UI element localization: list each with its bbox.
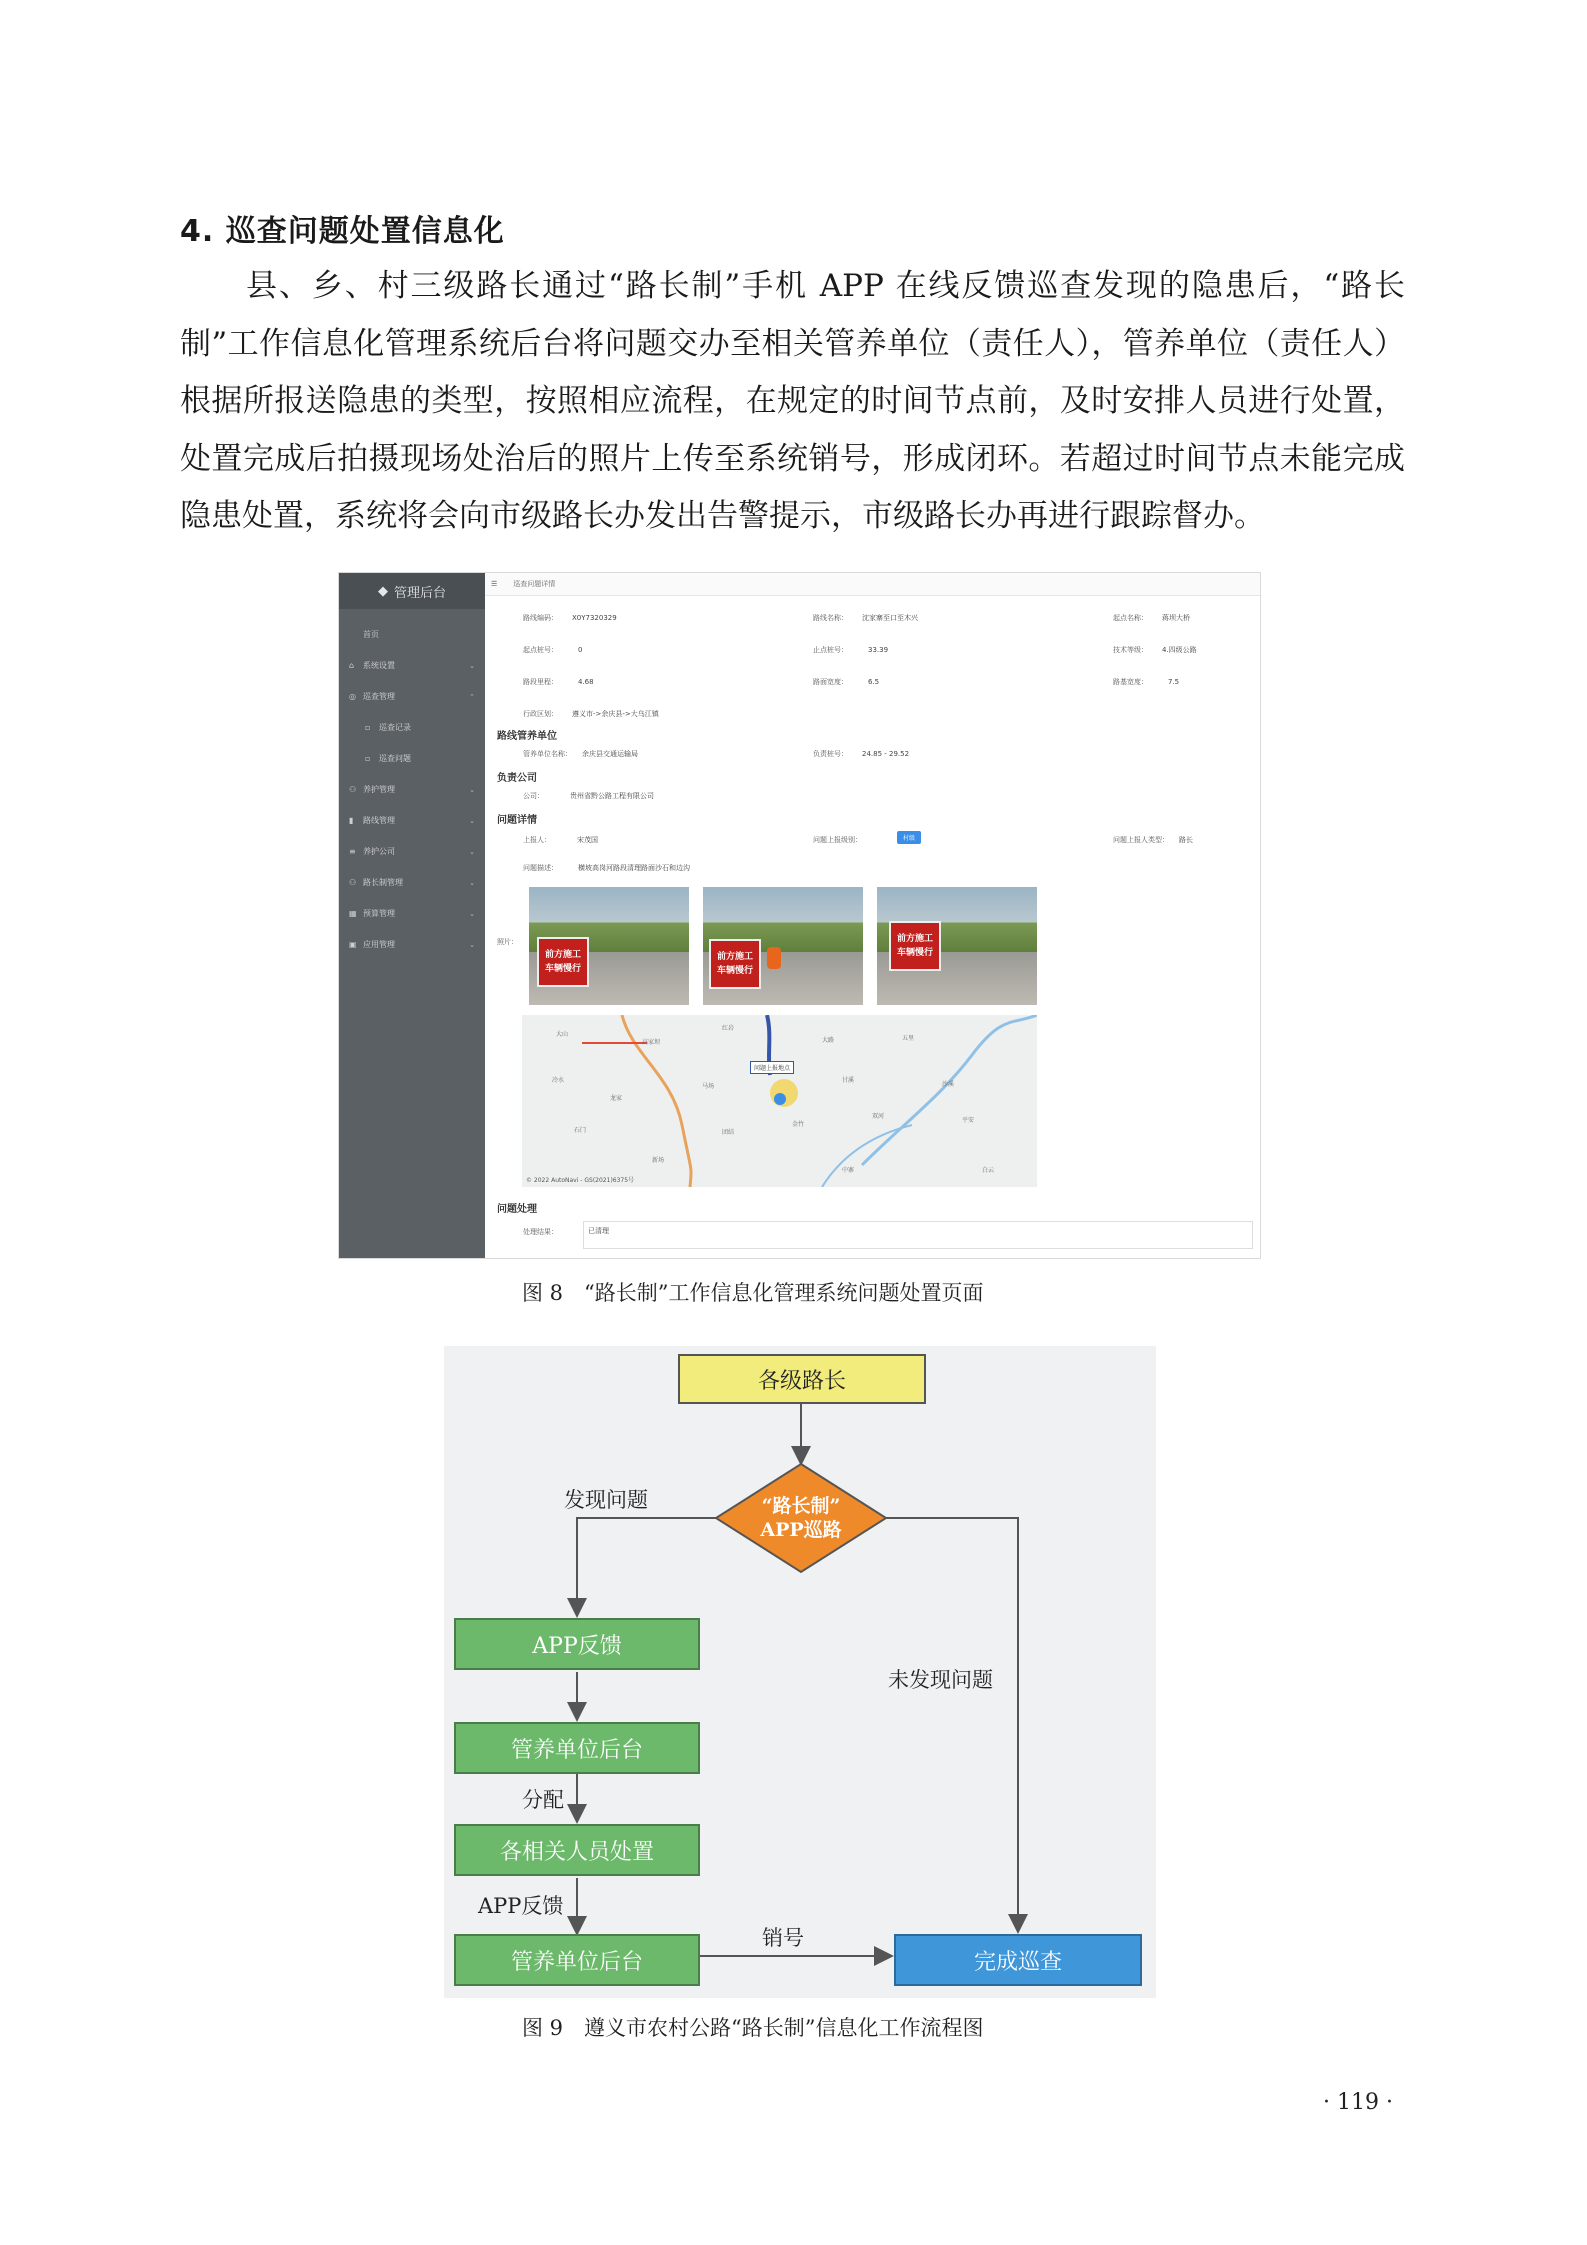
user-icon: ⚇	[349, 785, 357, 794]
sidebar-item-system[interactable]: ⌂ 系统设置 ⌄	[349, 661, 475, 670]
step-maint-backend-final: 管养单位后台	[454, 1934, 700, 1986]
level-badge: 村级	[897, 831, 921, 844]
step-maint-backend: 管养单位后台	[454, 1722, 700, 1774]
end-box: 完成巡查	[894, 1934, 1142, 1986]
topbar	[485, 573, 1260, 596]
worker-figure	[767, 947, 781, 969]
user-icon: ⚇	[349, 878, 357, 887]
sidebar-item-companies[interactable]: ≡ 养护公司 ⌄	[349, 847, 475, 856]
sidebar-item-inspection[interactable]: ◎ 巡查管理 ⌃	[349, 692, 475, 701]
list-icon: ≡	[349, 847, 356, 856]
sidebar-item-road-chief[interactable]: ⚇ 路长制管理 ⌄	[349, 878, 475, 887]
sidebar-item-maintenance[interactable]: ⚇ 养护管理 ⌄	[349, 785, 475, 794]
location-map[interactable]: 问题上报地点 大山 高家坝 红岩 大路 五里 冷水 龙家 马场 甘溪 沙溪 石门 团结 金竹 双河 平安 新场 中寨 白云 © 2022 AutoNavi - GS(2021)6375号	[522, 1015, 1037, 1187]
page-number: · 119 ·	[1323, 2090, 1393, 2115]
figure-9-flowchart	[444, 1346, 1156, 1998]
chart-icon: ▮	[349, 816, 354, 825]
map-credit: © 2022 AutoNavi - GS(2021)6375号	[526, 1177, 635, 1184]
target-icon: ◎	[349, 692, 356, 701]
tab-problem-detail[interactable]: 巡查问题详情	[513, 580, 556, 588]
result-textarea[interactable]: 已清理	[583, 1221, 1253, 1249]
label-close: 销号	[762, 1926, 804, 1950]
body-paragraph: 县、乡、村三级路长通过“路长制”手机 APP 在线反馈巡查发现的隐患后，“路长制”工作信息化管理系统后台将问题交办至相关管养单位（责任人），管养单位（责任人）根据所报送隐患的类型，按照相应流程，在规定的时间节点前，及时安排人员进行处置，处置完成后拍摄现场处治后的照片上传至系统销号，形成闭环。若超过时间节点未能完成隐患处置，系统将会向市级路长办发出告警提示，市级路长办再进行跟踪督办。	[180, 268, 1405, 534]
chevron-down-icon: ⌄	[469, 661, 475, 670]
main-panel: ☰ 巡查问题详情 路线编码： X0Y7320329 路线名称： 沈家寨至口至木兴 起点名称： 蒋坝大桥 起点桩号： 0 止点桩号： 33.39 技术等级： 4.四级公路 路段里程： 4.68 路面宽度： 6.5 路基宽度： 7.5 行政区划： 遵义市->余庆县->大乌江镇 路线管养单位 管养单位名称： 余庆县交通运输局 负责桩号： 24.85 - 29.52 负责公司 公司： 贵州省黔公路工程有限公司 问题详情 上报人： 宋茂国 问题上报级别： 村级 问题上报人类型： 路长 问题描述： 横坡高岗河路段清理路面沙石和边沟 照片： 前方施工 车辆慢行 前方施工 车辆慢行 前方施工 车辆慢行 问题上报地点 大山 高家坝 红岩 大路 五里 冷水 龙家 马场 甘溪 沙溪 石门 团结 金竹 双河 平安 新场 中寨 白云 © 2022 AutoNavi - GS(2021)6375号 问题处理 处理结果： 已清理	[485, 573, 1260, 1258]
sidebar-title-label: 管理后台	[393, 585, 446, 601]
sidebar-title	[339, 573, 485, 609]
doc-icon: ▫	[365, 723, 371, 732]
construction-sign: 前方施工 车辆慢行	[537, 937, 589, 987]
sidebar-item-budget[interactable]: ▦ 预算管理 ⌄	[349, 909, 475, 918]
chevron-up-icon: ⌃	[469, 692, 475, 701]
calendar-icon: ▦	[349, 909, 357, 918]
diamond-icon: ◆	[377, 583, 388, 599]
sidebar-item-inspection-records[interactable]: ▫ 巡查记录	[365, 723, 411, 732]
problem-photo-1[interactable]	[529, 887, 689, 1005]
step-app-feedback: APP反馈	[454, 1618, 700, 1670]
section-maint-unit: 路线管养单位	[497, 731, 557, 742]
section-heading: 4. 巡查问题处置信息化	[180, 214, 505, 249]
label-assign: 分配	[522, 1788, 564, 1812]
figure-9-caption: 图 9 遵义市农村公路“路长制”信息化工作流程图	[522, 2016, 984, 2040]
construction-sign: 前方施工 车辆慢行	[889, 921, 941, 971]
menu-icon[interactable]: ☰	[491, 580, 498, 588]
sidebar	[339, 573, 485, 1258]
grid-icon: ▣	[349, 940, 357, 949]
sidebar-item-apps[interactable]: ▣ 应用管理 ⌄	[349, 940, 475, 949]
start-box: 各级路长	[678, 1354, 926, 1404]
section-company: 负责公司	[497, 773, 537, 784]
map-marker-label: 问题上报地点	[750, 1061, 794, 1074]
figure-8-caption: 图 8 “路长制”工作信息化管理系统问题处置页面	[522, 1281, 984, 1305]
sidebar-item-routes[interactable]: ▮ 路线管理 ⌄	[349, 816, 475, 825]
home-icon: ⌂	[349, 661, 355, 670]
section-problem: 问题详情	[497, 815, 537, 826]
sidebar-item-home[interactable]: 首页	[363, 630, 379, 639]
problem-photo-2[interactable]	[703, 887, 863, 1005]
sidebar-item-inspection-problems[interactable]: ▫ 巡查问题	[365, 754, 411, 763]
step-staff-handle: 各相关人员处置	[454, 1824, 700, 1876]
construction-sign: 前方施工 车辆慢行	[709, 939, 761, 989]
problem-photo-3[interactable]	[877, 887, 1037, 1005]
label-found: 发现问题	[564, 1488, 648, 1512]
section-handle: 问题处理	[497, 1204, 537, 1215]
label-not-found: 未发现问题	[888, 1668, 993, 1692]
doc-icon: ▫	[365, 754, 371, 763]
label-app-feedback: APP反馈	[478, 1894, 564, 1918]
figure-8-screenshot	[338, 572, 1261, 1259]
decision-label: “路长制” APP巡路	[760, 1495, 842, 1541]
